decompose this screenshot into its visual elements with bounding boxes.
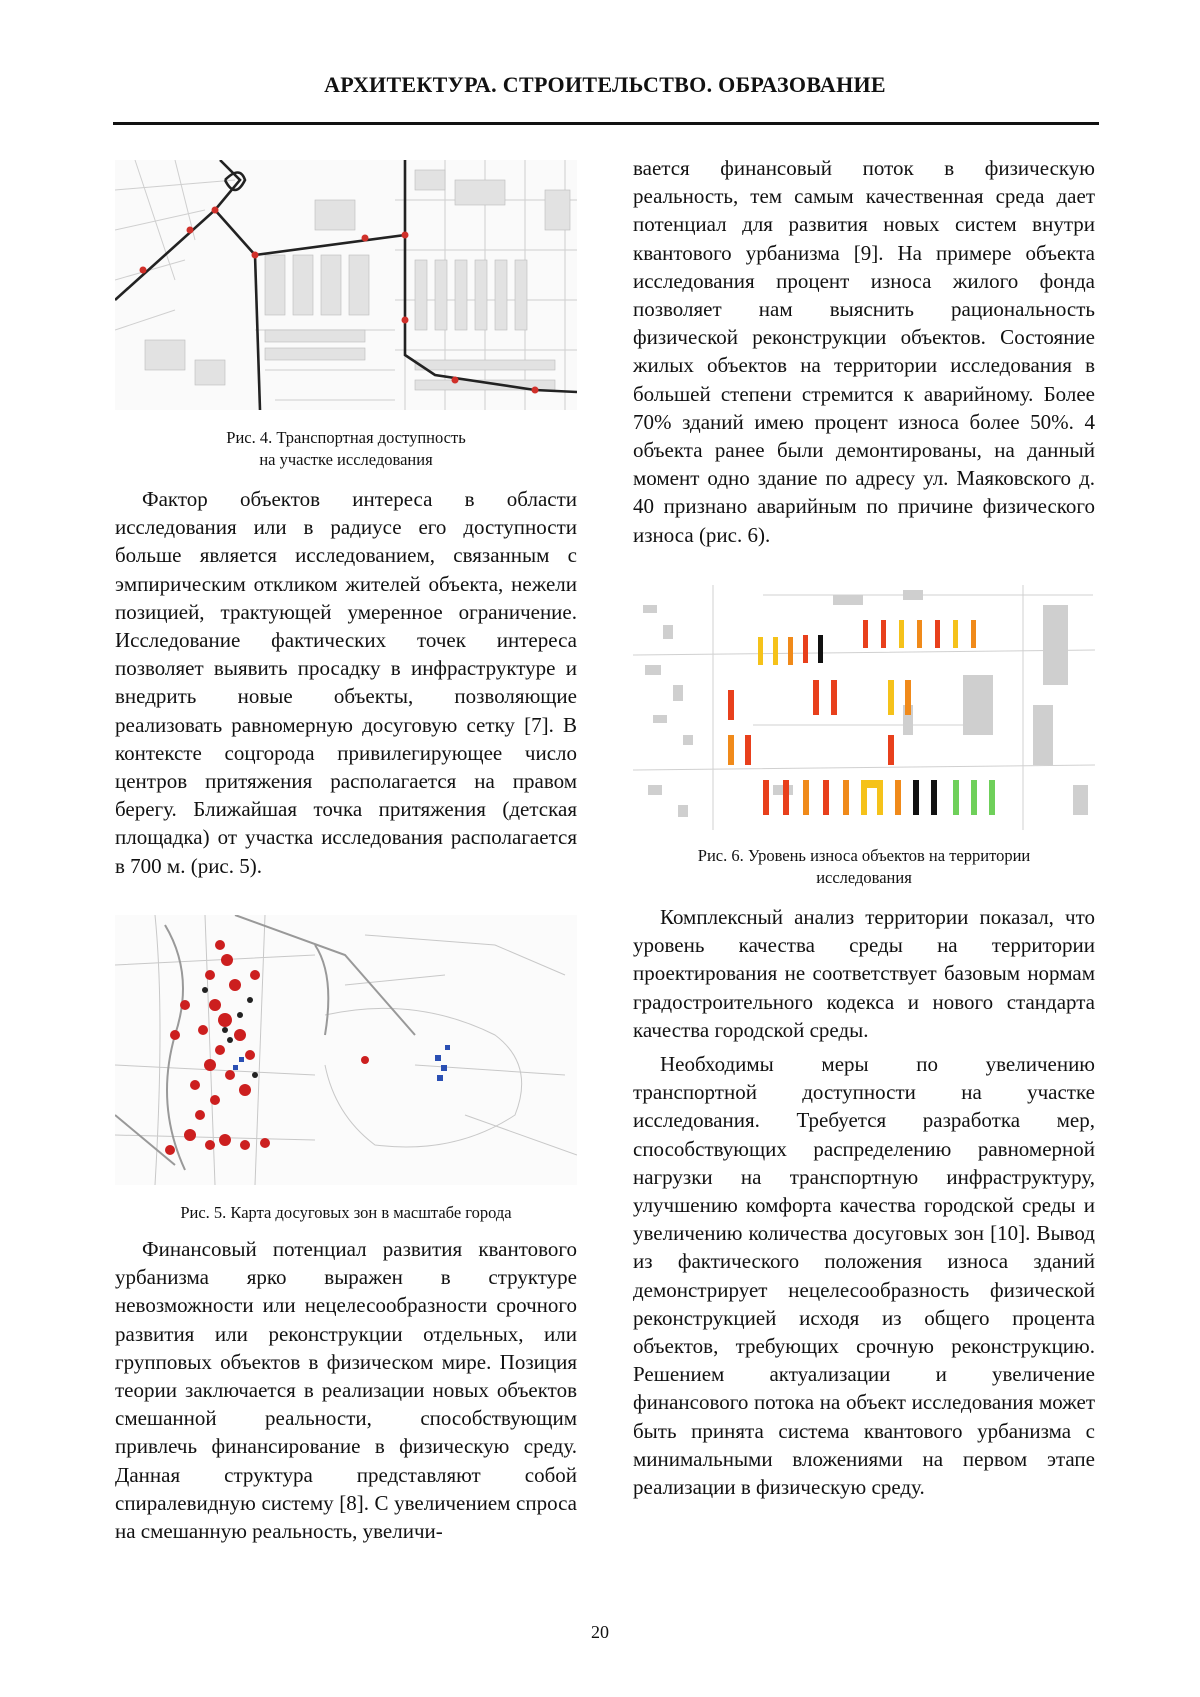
figure-4-caption-line2: на участке исследования [259, 450, 433, 469]
page-number: 20 [591, 1622, 609, 1642]
paragraph: Финансовый потенциал развития квантового урбанизма ярко выражен в структуре невозможности или нецелесообразности срочного развития или реконструкции отдельных, или групповых объектов в физическом мире. Позиция теории заключается в реализации новых объектов смешанной реальности, способствующим привлечь финансирование в физическую среду. Данная структура представляют собой спиралевидную систему [8]. С увеличением спроса на смешанную реальность, увеличи- [115, 1237, 577, 1544]
paragraph: Необходимы меры по увеличению транспортной доступности на участке исследования. Требуется разработка мер, способствующих распределению равномерной нагрузки на транспортную инфраструктуру, улучшению комфорта качества городской среды и увеличению количества досуговых зон [10]. Вывод из фактического положения износа зданий демонстрирует нецелесообразность физической реконструкцией исходя из общего процента объектов, требующих срочную реконструкцию. Решением актуализации и увеличение финансового потока на объект исследования может быть принята система квантового урбанизма с минимальными вложениями на первом этапе реализации в физическую среду. [633, 1052, 1095, 1500]
left-column-top [115, 485, 577, 880]
figure-4-transport-map [115, 160, 577, 410]
journal-header: АРХИТЕКТУРА. СТРОИТЕЛЬСТВО. ОБРАЗОВАНИЕ [324, 72, 886, 97]
figure-5-caption: Рис. 5. Карта досуговых зон в масштабе города [180, 1203, 512, 1222]
header-rule [113, 122, 1099, 125]
right-column-top [633, 154, 1095, 549]
figure-6-wear-map [633, 585, 1095, 830]
figure-6-caption-line1: Рис. 6. Уровень износа объектов на территории [697, 846, 1031, 865]
paragraph: Комплексный анализ территории показал, что уровень качества среды на территории проектирования не соответствует базовым нормам градостроительного кодекса и нового стандарта качества городской среды. [633, 905, 1095, 1042]
paragraph: вается финансовый поток в физическую реальность, тем самым качественная среда дает потенциал для развития новых систем внутри квантового урбанизма [9]. На примере объекта исследования процент износа жилого фонда позволяет нам выяснить рациональность физической реконструкции объектов. Состояние жилых объектов на территории исследования в большей степени стремится к аварийному. Более 70% зданий имею процент износа более 50%. 4 объекта ранее были демонтированы, на данный момент одно здание по адресу ул. Маяковского д. 40 признано аварийным по причине физического износа (рис. 6). [633, 156, 1095, 547]
figure-5-leisure-map [115, 915, 577, 1185]
figure-4-caption-line1: Рис. 4. Транспортная доступность [226, 428, 466, 447]
figure-6-caption-line2: исследования [816, 868, 912, 887]
paragraph: Фактор объектов интереса в области исследования или в радиусе его доступности больше является исследованием, связанным с эмпирическим откликом жителей объекта, нежели позицией, трактующей умеренное ограничение. Исследование фактических точек интереса позволяет выявить просадку в инфраструктуре и внедрить новые объекты, позволяющие реализовать равномерную досуговую сетку [7]. В контексте соцгорода привилегирующее число центров притяжения располагается на правом берегу. Ближайшая точка притяжения (детская площадка) от участка исследования располагается в 700 м. (рис. 5). [115, 487, 577, 878]
right-column-bottom [633, 903, 1095, 1501]
left-column-bottom [115, 1235, 577, 1545]
